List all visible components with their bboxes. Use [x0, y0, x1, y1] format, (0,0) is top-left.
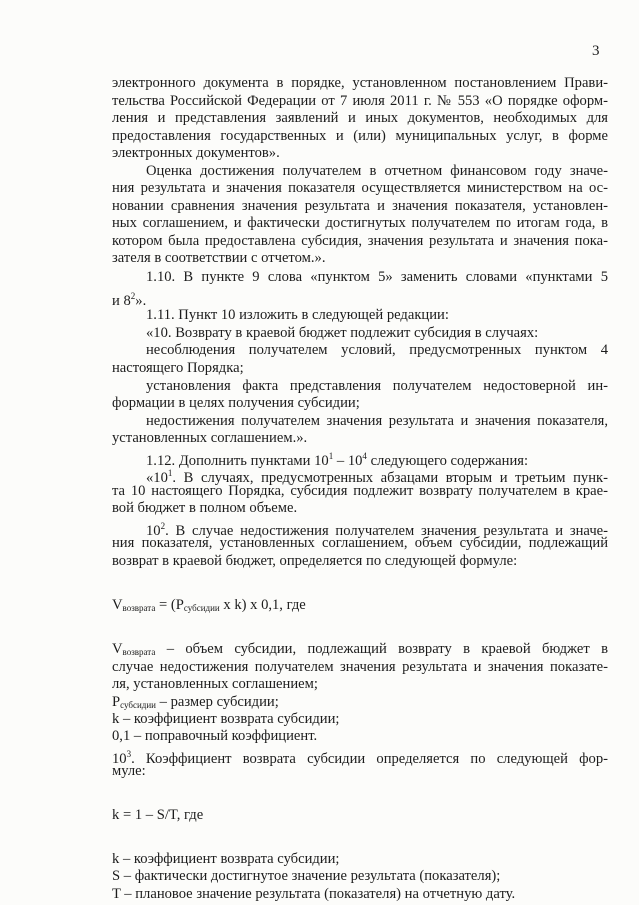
text-line	[112, 429, 608, 447]
text-segment: 10	[146, 523, 161, 539]
text-segment: несоблюдения получателем условий, предусмотренных пунктом 4	[146, 342, 608, 358]
text-segment: и 8	[112, 293, 131, 309]
text-line	[146, 412, 608, 430]
text-segment: V	[112, 641, 123, 657]
text-line	[146, 306, 608, 324]
text-segment: Оценка достижения получателем в отчетном финансовом году значе-	[146, 163, 608, 179]
text-line	[146, 341, 608, 359]
text-segment: ных соглашением, и фактически достигнутых получателем по итогам года, в	[112, 215, 608, 231]
text-segment: настоящего Порядка;	[112, 360, 244, 376]
superscript-text: 1	[167, 468, 173, 478]
text-line	[112, 552, 608, 570]
text-segment: k – коэффициент возврата субсидии;	[112, 711, 340, 727]
text-segment: новании сравнения значения результата и значения показателя, установлен-	[112, 198, 608, 214]
text-line	[112, 214, 608, 232]
text-segment: возврат в краевой бюджет, определяется по следующей формуле:	[112, 553, 518, 569]
text-segment: 0,1 – поправочный коэффициент.	[112, 728, 318, 744]
subscript-text: субсидии	[183, 603, 220, 613]
text-segment: x k) x 0,1, где	[219, 597, 306, 613]
text-segment: 1.11. Пункт 10 изложить в следующей редакции:	[146, 307, 449, 323]
text-segment: 1.10. В пункте 9 слова «пунктом 5» заменить словами «пунктами 5	[146, 269, 608, 285]
superscript-text: 2	[160, 521, 166, 531]
text-line	[112, 144, 608, 162]
text-line	[112, 762, 608, 780]
text-line	[112, 109, 608, 127]
text-segment: ля, установленных соглашением;	[112, 676, 318, 692]
text-line	[112, 710, 608, 728]
superscript-text: 4	[362, 451, 367, 461]
text-segment: ния показателя, установленных соглашением, объем субсидии, подлежащий	[112, 535, 608, 551]
text-segment: предоставления государственных и (или) муниципальных услуг, в форме	[112, 128, 608, 144]
text-line	[112, 596, 608, 617]
text-segment: та 10 настоящего Порядка, субсидия подлежит возврату получателем в крае-	[112, 483, 608, 499]
text-line	[112, 394, 608, 412]
text-line	[146, 377, 608, 395]
text-segment: установления факта представления получателем недостоверной ин-	[146, 378, 608, 394]
subscript-text: возврата	[122, 647, 156, 657]
text-line	[112, 179, 608, 197]
text-segment: 10	[112, 751, 127, 767]
text-line	[146, 324, 608, 342]
text-line	[112, 232, 608, 250]
text-segment: k – коэффициент возврата субсидии;	[112, 851, 340, 867]
text-segment: котором была предоставлена субсидия, значения результата и значения пока-	[112, 233, 608, 249]
text-line	[112, 249, 608, 267]
text-line	[112, 74, 608, 92]
text-line	[112, 806, 608, 824]
text-segment: ».	[135, 293, 147, 309]
superscript-text: 2	[130, 291, 136, 301]
text-segment: «10	[146, 470, 168, 486]
text-segment: – объем субсидии, подлежащий возврату в краевой бюджет в	[155, 641, 608, 657]
page-number: 3	[592, 43, 600, 59]
text-line	[112, 727, 608, 745]
text-segment: . В случаях, предусмотренных абзацами вторым и третьим пунк-	[172, 470, 608, 486]
text-line	[146, 162, 608, 180]
text-segment: ния результата и значения показателя осуществляется министерством на ос-	[112, 180, 608, 196]
text-segment: V	[112, 597, 123, 613]
text-segment: случае недостижения получателем значения результата и значения показате-	[112, 659, 608, 675]
text-segment: формации в целях получения субсидии;	[112, 395, 360, 411]
subscript-text: возврата	[122, 603, 156, 613]
text-segment: зателя в соответствии с отчетом.».	[112, 250, 326, 266]
text-segment: установленных соглашением.».	[112, 430, 308, 446]
text-segment: тельства Российской Федерации от 7 июля 2011 г. № 553 «О порядке оформ-	[112, 93, 608, 109]
text-segment: 1.12. Дополнить пунктами 10	[146, 453, 329, 469]
text-line	[112, 197, 608, 215]
text-segment: – 10	[333, 453, 363, 469]
text-line	[112, 658, 608, 676]
text-segment: . Коэффициент возврата субсидии определяется по следующей фор-	[131, 751, 608, 767]
text-segment: = (P	[155, 597, 184, 613]
text-segment: электронных документов».	[112, 145, 280, 161]
text-line	[112, 499, 608, 517]
text-segment: . В случае недостижения получателем значения результата и значе-	[165, 523, 608, 539]
text-line	[112, 359, 608, 377]
text-segment: S – фактически достигнутое значение результата (показателя);	[112, 868, 501, 884]
superscript-text: 3	[126, 749, 132, 759]
text-line	[112, 534, 608, 552]
text-segment: электронного документа в порядке, установленном постановлением Прави-	[112, 75, 608, 91]
text-segment: следующего содержания:	[366, 453, 529, 469]
text-segment: – размер субсидии;	[155, 694, 279, 710]
text-line	[112, 127, 608, 145]
text-line	[146, 268, 608, 286]
text-segment: муле:	[112, 763, 146, 779]
superscript-text: 1	[328, 451, 334, 461]
text-segment: ления и представления заявлений и иных документов, необходимых для	[112, 110, 608, 126]
text-line	[112, 675, 608, 693]
text-segment: «10. Возврату в краевой бюджет подлежит субсидия в случаях:	[146, 325, 539, 341]
text-segment: k = 1 – S/T, где	[112, 807, 204, 823]
text-segment: P	[112, 694, 121, 710]
text-line	[112, 92, 608, 110]
text-line	[112, 850, 608, 868]
text-segment: T – плановое значение результата (показателя) на отчетную дату.	[112, 886, 516, 902]
text-line	[112, 482, 608, 500]
subscript-text: субсидии	[120, 700, 156, 710]
text-line	[112, 867, 608, 885]
text-segment: недостижения получателем значения результата и значения показателя,	[146, 413, 608, 429]
text-segment: вой бюджет в полном объеме.	[112, 500, 298, 516]
text-line	[112, 885, 608, 903]
